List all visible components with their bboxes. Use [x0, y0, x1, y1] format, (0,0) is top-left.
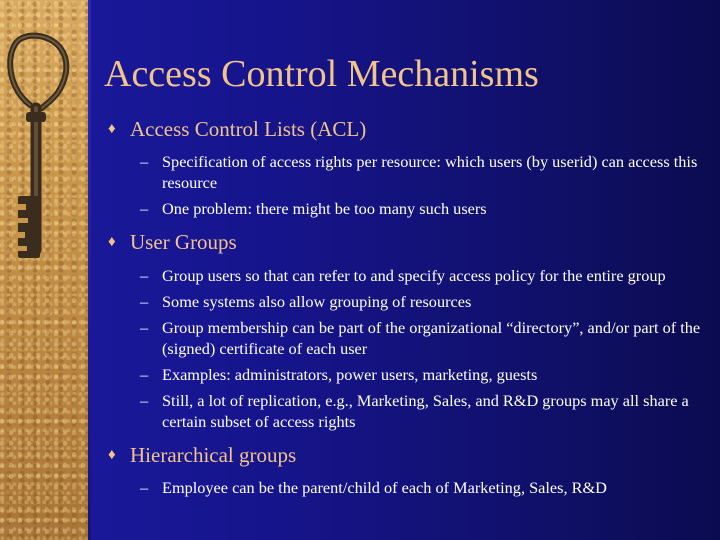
sub-bullet [108, 151, 713, 193]
diamond-bullet-icon: ♦ [108, 121, 116, 137]
sub-bullet [108, 364, 713, 385]
dash-icon: – [140, 199, 149, 218]
dash-icon: – [140, 365, 149, 384]
bullet-hierarchical-groups [108, 442, 713, 468]
bullet-user-groups [108, 229, 713, 255]
dash-icon: – [140, 318, 149, 337]
sub-bullet-text: Group membership can be part of the organizational “directory”, and/or part of the (signed) certificate of each user [162, 318, 701, 358]
sub-bullet-text: Some systems also allow grouping of resources [162, 292, 472, 311]
slide-content [108, 116, 713, 498]
sub-bullet [108, 291, 713, 312]
sub-bullet-text: Employee can be the parent/child of each of Marketing, Sales, R&D [162, 478, 607, 497]
sub-bullet [108, 265, 713, 286]
sub-bullet-text: Examples: administrators, power users, marketing, guests [162, 365, 538, 384]
sub-bullet [108, 390, 713, 432]
dash-icon: – [140, 152, 149, 171]
diamond-bullet-icon: ♦ [108, 234, 116, 250]
bullet-access-control-lists [108, 116, 713, 142]
sub-bullet [108, 477, 713, 498]
sub-bullet [108, 198, 713, 219]
slide-title: Access Control Mechanisms [104, 53, 539, 95]
bullet-text: User Groups [130, 230, 237, 254]
dash-icon: – [140, 478, 149, 497]
bullet-text: Hierarchical groups [130, 443, 297, 467]
bullet-text: Access Control Lists (ACL) [130, 117, 367, 141]
dash-icon: – [140, 391, 149, 410]
sub-bullet-text: Group users so that can refer to and specify access policy for the entire group [162, 266, 666, 285]
sub-bullet-text: Specification of access rights per resource: which users (by userid) can access this resource [162, 152, 698, 192]
dash-icon: – [140, 266, 149, 285]
dash-icon: – [140, 292, 149, 311]
sub-bullet-text: Still, a lot of replication, e.g., Marketing, Sales, and R&D groups may all share a certain subset of access rights [162, 391, 689, 431]
sub-bullet-text: One problem: there might be too many such users [162, 199, 487, 218]
diamond-bullet-icon: ♦ [108, 447, 116, 463]
key-icon [0, 0, 90, 300]
sub-bullet [108, 317, 713, 359]
